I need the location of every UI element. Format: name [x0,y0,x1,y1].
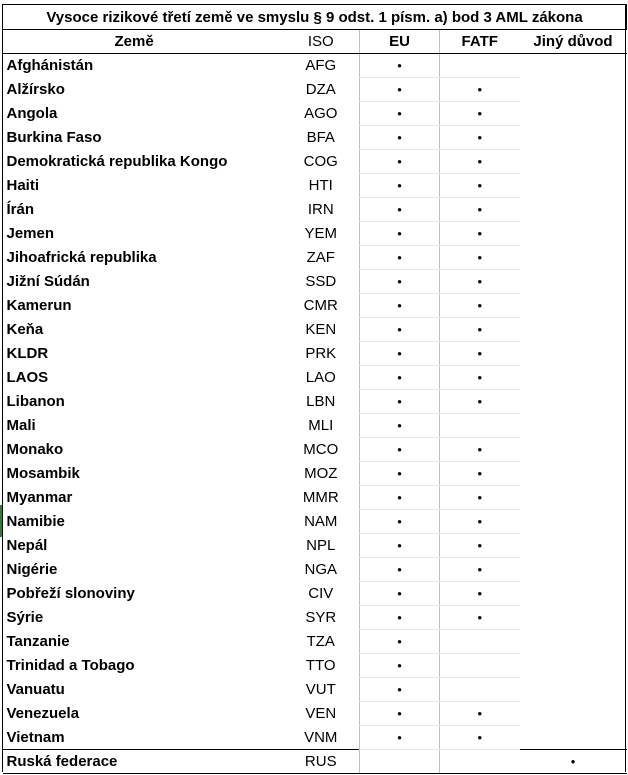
fatf-cell: • [440,702,520,726]
table-row [3,246,627,270]
eu-cell: • [360,654,440,678]
table-row [3,270,627,294]
table-row [3,126,627,150]
title-row [3,5,627,30]
eu-cell: • [360,366,440,390]
table-row [3,726,627,750]
eu-cell: • [360,246,440,270]
country-cell: Demokratická republika Kongo [6,153,228,170]
table-row [3,510,627,534]
eu-cell: • [360,150,440,174]
eu-cell: • [360,510,440,534]
table-row [3,366,627,390]
table-row [3,78,627,102]
cell-selection-marker [0,505,2,537]
table-row [3,606,627,630]
fatf-cell: • [440,726,520,750]
country-cell: Afghánistán [6,57,94,75]
header-row [3,30,627,54]
table-row [3,582,627,606]
country-cell: Haiti [6,177,40,194]
country-cell: Vietnam [6,728,65,746]
aml-table-sheet [2,4,626,774]
fatf-cell: • [440,510,520,534]
other-reason-cell [520,630,627,654]
fatf-cell [440,630,520,654]
iso-cell: TZA [306,633,335,650]
iso-cell: CIV [308,585,334,602]
country-cell: Vanuatu [6,681,65,698]
fatf-cell: • [440,390,520,414]
table-row [3,54,627,78]
iso-cell: VNM [304,728,338,746]
header-eu: EU [360,30,440,54]
fatf-cell: • [440,102,520,126]
country-cell: KLDR [6,345,49,362]
eu-cell: • [360,486,440,510]
fatf-cell: • [440,438,520,462]
iso-cell: COG [303,153,338,170]
other-reason-cell [520,294,627,318]
iso-cell: TTO [305,657,336,674]
other-reason-cell [520,270,627,294]
eu-cell: • [360,582,440,606]
iso-cell: LAO [305,369,336,386]
country-cell: Tanzanie [6,633,70,650]
table-row [3,486,627,510]
fatf-cell: • [440,246,520,270]
eu-cell: • [360,558,440,582]
fatf-cell: • [440,126,520,150]
eu-cell: • [360,606,440,630]
eu-cell: • [360,318,440,342]
fatf-cell [440,678,520,702]
iso-cell: CMR [303,297,338,314]
other-reason-cell [520,462,627,486]
iso-cell: ZAF [306,249,335,266]
eu-cell: • [360,390,440,414]
other-reason-cell [520,222,627,246]
country-cell: Nepál [6,537,48,554]
eu-cell: • [360,630,440,654]
country-cell: Jemen [6,225,55,242]
iso-cell: LBN [306,393,336,410]
iso-cell: RUS [283,750,360,774]
eu-cell: • [360,54,440,78]
other-reason-cell [520,678,627,702]
country-cell: Angola [6,105,58,122]
fatf-cell: • [440,294,520,318]
country-cell: Kamerun [6,297,72,314]
table-row [3,102,627,126]
eu-cell: • [360,726,440,750]
other-reason-cell [520,534,627,558]
table-right-border [625,4,626,772]
fatf-cell: • [440,174,520,198]
other-reason-cell [520,174,627,198]
eu-cell [360,750,440,774]
country-cell: Trinidad a Tobago [6,657,135,674]
other-reason-cell [520,366,627,390]
country-cell: Pobřeží slonoviny [6,585,135,602]
country-cell: Namibie [6,513,65,530]
eu-cell: • [360,294,440,318]
table-row [3,174,627,198]
fatf-cell: • [440,198,520,222]
other-reason-cell [520,726,627,750]
fatf-cell: • [440,78,520,102]
country-cell: Myanmar [6,489,73,506]
table-row [3,558,627,582]
country-cell: Jižní Súdán [6,273,90,290]
other-reason-cell [520,438,627,462]
eu-cell: • [360,270,440,294]
eu-cell: • [360,198,440,222]
table-row [3,342,627,366]
eu-cell: • [360,534,440,558]
fatf-cell: • [440,582,520,606]
eu-cell: • [360,174,440,198]
iso-cell: AGO [304,105,338,122]
iso-cell: NPL [306,537,336,554]
header-iso: ISO [283,30,360,54]
table-body [3,54,627,774]
other-reason-cell [520,606,627,630]
fatf-cell: • [440,534,520,558]
iso-cell: MMR [302,489,339,506]
iso-cell: SSD [305,273,337,290]
other-reason-cell [520,702,627,726]
table-row [3,294,627,318]
iso-cell: MOZ [304,465,338,482]
eu-cell: • [360,102,440,126]
iso-cell: NAM [304,513,338,530]
fatf-cell: • [440,606,520,630]
eu-cell: • [360,126,440,150]
iso-cell: MLI [308,417,334,434]
other-reason-cell [520,510,627,534]
other-reason-cell [520,342,627,366]
fatf-cell: • [440,150,520,174]
table-row [3,414,627,438]
eu-cell: • [360,78,440,102]
iso-cell: SYR [305,609,337,626]
fatf-cell: • [440,342,520,366]
fatf-cell: • [440,270,520,294]
eu-cell: • [360,678,440,702]
high-risk-countries-table [2,4,627,774]
table-row [3,534,627,558]
fatf-cell: • [440,558,520,582]
table-row [3,150,627,174]
eu-cell: • [360,342,440,366]
iso-cell: PRK [305,345,337,362]
country-cell: Mali [6,417,36,434]
country-cell: Mosambik [6,465,80,482]
country-cell: Keňa [6,321,44,338]
iso-cell: IRN [307,201,334,218]
iso-cell: DZA [305,81,336,98]
eu-cell: • [360,222,440,246]
other-reason-cell [520,414,627,438]
country-cell: Monako [6,441,64,458]
table-row [3,750,627,774]
country-cell: Írán [6,201,35,218]
fatf-cell [440,750,520,774]
country-cell: Burkina Faso [6,129,102,146]
eu-cell: • [360,462,440,486]
fatf-cell: • [440,462,520,486]
other-reason-cell [520,198,627,222]
iso-cell: KEN [305,321,337,338]
other-reason-cell [520,390,627,414]
table-row [3,630,627,654]
table-row [3,198,627,222]
fatf-cell: • [440,366,520,390]
fatf-cell: • [440,222,520,246]
country-cell: Venezuela [6,705,80,722]
other-reason-cell [520,318,627,342]
iso-cell: BFA [306,129,335,146]
header-fatf: FATF [440,30,520,54]
fatf-cell [440,654,520,678]
header-country: Země [3,30,283,54]
other-reason-cell [520,654,627,678]
table-row [3,438,627,462]
other-reason-cell [520,126,627,150]
table-row [3,390,627,414]
other-reason-cell [520,582,627,606]
eu-cell: • [360,702,440,726]
table-title: Vysoce rizikové třetí země ve smyslu § 9 odst. 1 písm. a) bod 3 AML zákona [3,5,627,30]
fatf-cell: • [440,318,520,342]
iso-cell: NGA [304,561,337,578]
fatf-cell: • [440,486,520,510]
iso-cell: VEN [305,705,337,722]
country-cell: LAOS [6,369,49,386]
table-row [3,318,627,342]
other-reason-cell [520,246,627,270]
other-reason-cell [520,54,627,78]
country-cell: Libanon [6,393,65,410]
iso-cell: MCO [303,441,339,458]
country-cell: Alžírsko [6,81,65,98]
other-reason-cell [520,558,627,582]
other-reason-cell [520,78,627,102]
header-other-reason: Jiný důvod [520,30,627,54]
country-cell: Ruská federace [3,750,283,774]
country-cell: Sýrie [6,609,44,626]
other-reason-cell [520,150,627,174]
table-left-border [2,4,3,772]
other-reason-cell [520,486,627,510]
other-reason-cell [520,102,627,126]
country-cell: Jihoafrická republika [6,249,157,266]
table-row [3,222,627,246]
eu-cell: • [360,414,440,438]
other-reason-cell: • [520,750,627,774]
table-row [3,678,627,702]
fatf-cell [440,54,520,78]
iso-cell: AFG [305,57,337,75]
table-row [3,702,627,726]
fatf-cell [440,414,520,438]
eu-cell: • [360,438,440,462]
iso-cell: HTI [308,177,333,194]
country-cell: Nigérie [6,561,58,578]
table-row [3,654,627,678]
iso-cell: YEM [304,225,337,242]
table-row [3,462,627,486]
iso-cell: VUT [305,681,336,698]
